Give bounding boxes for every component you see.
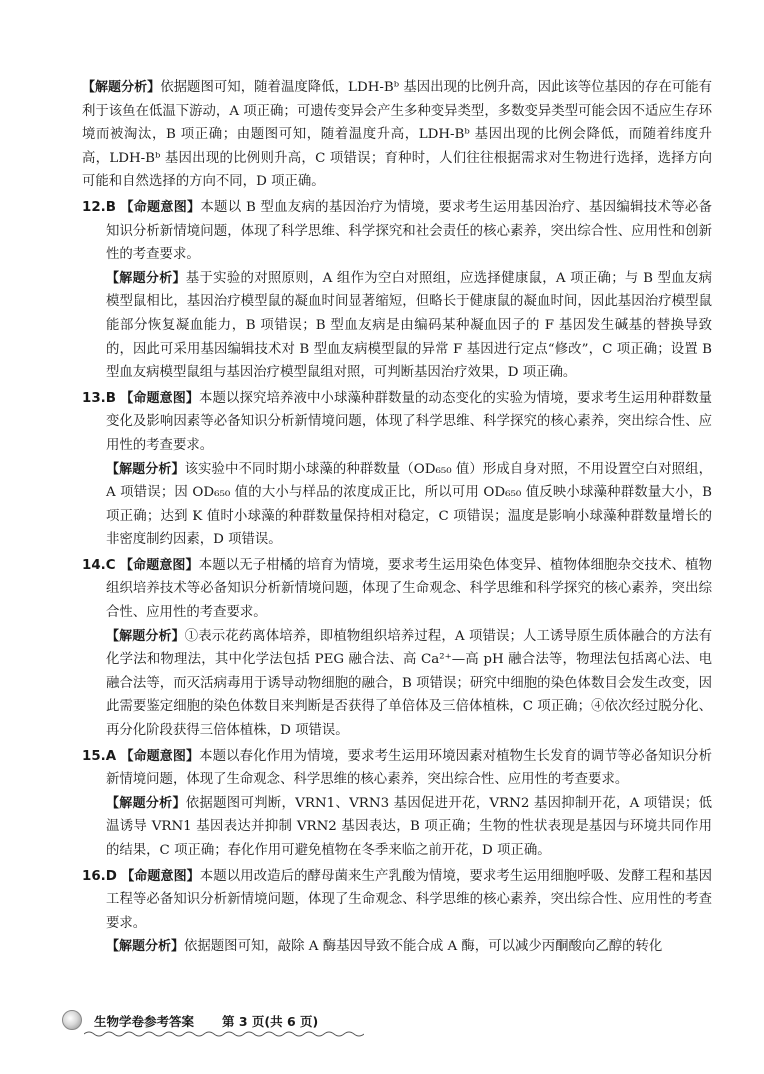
intent-tag: 【命题意图】	[119, 557, 199, 573]
answer-number: 13.B	[82, 390, 116, 406]
question-analysis	[82, 267, 712, 385]
question-intent	[82, 387, 712, 458]
question-analysis	[82, 935, 712, 959]
question-analysis	[82, 625, 712, 743]
analysis-tag: 【解题分析】	[82, 80, 161, 95]
analysis-text: 依据题图可知，敲除 A 酶基因导致不能合成 A 酶，可以减少丙酮酸向乙醇的转化	[184, 939, 663, 955]
question-15	[82, 745, 712, 863]
analysis-text: 依据题图可知，随着温度降低，LDH-Bᵇ 基因出现的比例升高，因此该等位基因的存在可能有利于该鱼在低温下游动，A 项正确；可遗传变异会产生多种变异类型，多数变异类型可能会因不适应生存环境而被淘汰，B 项正确；由题图可知，随着温度升高，LDH-Bᵇ 基因出现的比例会降低，而随着纬度升高，LDH-Bᵇ 基因出现的比例则升高，C 项错误；育种时，人们往往根据需求对生物进行选择，选择方向可能和自然选择的方向不同，D 项正确。	[82, 80, 712, 190]
analysis-text: 基于实验的对照原则，A 组作为空白对照组，应选择健康鼠，A 项正确；与 B 型血友病模型鼠相比，基因治疗模型鼠的凝血时间显著缩短，但略长于健康鼠的凝血时间，因此基因治疗模型鼠能部分恢复凝血能力，B 项错误；B 型血友病是由编码某种凝血因子的 F 基因发生碱基的替换导致的，因此可采用基因编辑技术对 B 型血友病模型鼠的异常 F 基因进行定点“修改”，C 项正确；设置 B 型血友病模型鼠组与基因治疗模型鼠组对照，可判断基因治疗效果，D 项正确。	[106, 270, 712, 381]
analysis-tag: 【解题分析】	[106, 461, 185, 477]
intent-tag: 【命题意图】	[121, 868, 200, 884]
analysis-text: 依据题图可判断，VRN1、VRN3 基因促进开花，VRN2 基因抑制开花，A 项错误；低温诱导 VRN1 基因表达并抑制 VRN2 基因表达，B 项正确；生物的性状表现是基因与环境共同作用的结果，C 项正确；春化作用可避免植物在冬季来临之前开花，D 项正确。	[106, 795, 712, 858]
question-16	[82, 865, 712, 959]
footer-circle-icon	[62, 1010, 82, 1030]
analysis-text: ①表示花药离体培养，即植物组织培养过程，A 项错误；人工诱导原生质体融合的方法有化学法和物理法，其中化学法包括 PEG 融合法、高 Ca²⁺—高 pH 融合法等，物理法包括离心法、电融合法等，而灭活病毒用于诱导动物细胞的融合，B 项错误；研究中细胞的染色体数目会发生改变，因此需要鉴定细胞的染色体数目来判断是否获得了单倍体及三倍体植株，C 项正确；④依次经过脱分化、再分化阶段获得三倍体植株，D 项错误。	[106, 628, 712, 739]
intent-tag: 【命题意图】	[120, 748, 200, 764]
answer-number: 15.A	[82, 748, 117, 764]
question-intent	[82, 865, 712, 936]
intent-text: 本题以探究培养液中小球藻种群数量的动态变化的实验为情境，要求考生运用种群数量变化及影响因素等必备知识分析新情境问题，体现了科学思维、科学探究的核心素养，突出综合性、应用性的考查要求。	[106, 390, 712, 453]
analysis-tag: 【解题分析】	[106, 795, 186, 811]
intent-tag: 【命题意图】	[120, 199, 201, 215]
question-intent	[82, 554, 712, 625]
answer-number: 12.B	[82, 199, 116, 215]
analysis-tag: 【解题分析】	[106, 270, 186, 286]
question-analysis	[82, 792, 712, 863]
question-intent	[82, 745, 712, 792]
footer-page-number: 第 3 页(共 6 页)	[222, 1014, 319, 1029]
page-footer	[62, 1010, 362, 1040]
intent-tag: 【命题意图】	[120, 390, 199, 406]
question-intent	[82, 196, 712, 267]
intent-text: 本题以春化作用为情境，要求考生运用环境因素对植物生长发育的调节等必备知识分析新情境问题，体现了生命观念、科学思维的核心素养，突出综合性、应用性的考查要求。	[106, 748, 712, 788]
analysis-tag: 【解题分析】	[106, 939, 185, 955]
analysis-tag: 【解题分析】	[106, 628, 185, 644]
answer-page-body	[82, 76, 712, 959]
question-14	[82, 554, 712, 743]
question-13	[82, 387, 712, 552]
question-12	[82, 196, 712, 385]
footer-title: 生物学卷参考答案	[94, 1014, 195, 1029]
analysis-text: 该实验中不同时期小球藻的种群数量（OD₆₅₀ 值）形成自身对照，不用设置空白对照组，A 项错误；因 OD₆₅₀ 值的大小与样品的浓度成正比，所以可用 OD₆₅₀ 值反映小球藻种群数量大小，B 项正确；达到 K 值时小球藻的种群数量保持相对稳定，C 项错误；温度是影响小球藻种群数量增长的非密度制约因素，D 项错误。	[106, 461, 712, 548]
footer-wave-icon	[84, 1030, 364, 1038]
answer-number: 16.D	[82, 868, 117, 884]
intent-text: 本题以用改造后的酵母菌来生产乳酸为情境，要求考生运用细胞呼吸、发酵工程和基因工程等必备知识分析新情境问题，体现了生命观念、科学思维的核心素养，突出综合性、应用性的考查要求。	[106, 868, 712, 931]
answer-number: 14.C	[82, 557, 116, 573]
intent-text: 本题以 B 型血友病的基因治疗为情境，要求考生运用基因治疗、基因编辑技术等必备知识分析新情境问题，体现了科学思维、科学探究和社会责任的核心素养，突出综合性、应用性和创新性的考查要求。	[106, 199, 712, 263]
intro-analysis	[82, 76, 712, 194]
question-analysis	[82, 458, 712, 552]
intent-text: 本题以无子柑橘的培育为情境，要求考生运用染色体变异、植物体细胞杂交技术、植物组织培养技术等必备知识分析新情境问题，体现了生命观念、科学思维和科学探究的核心素养，突出综合性、应用性的考查要求。	[106, 557, 712, 621]
